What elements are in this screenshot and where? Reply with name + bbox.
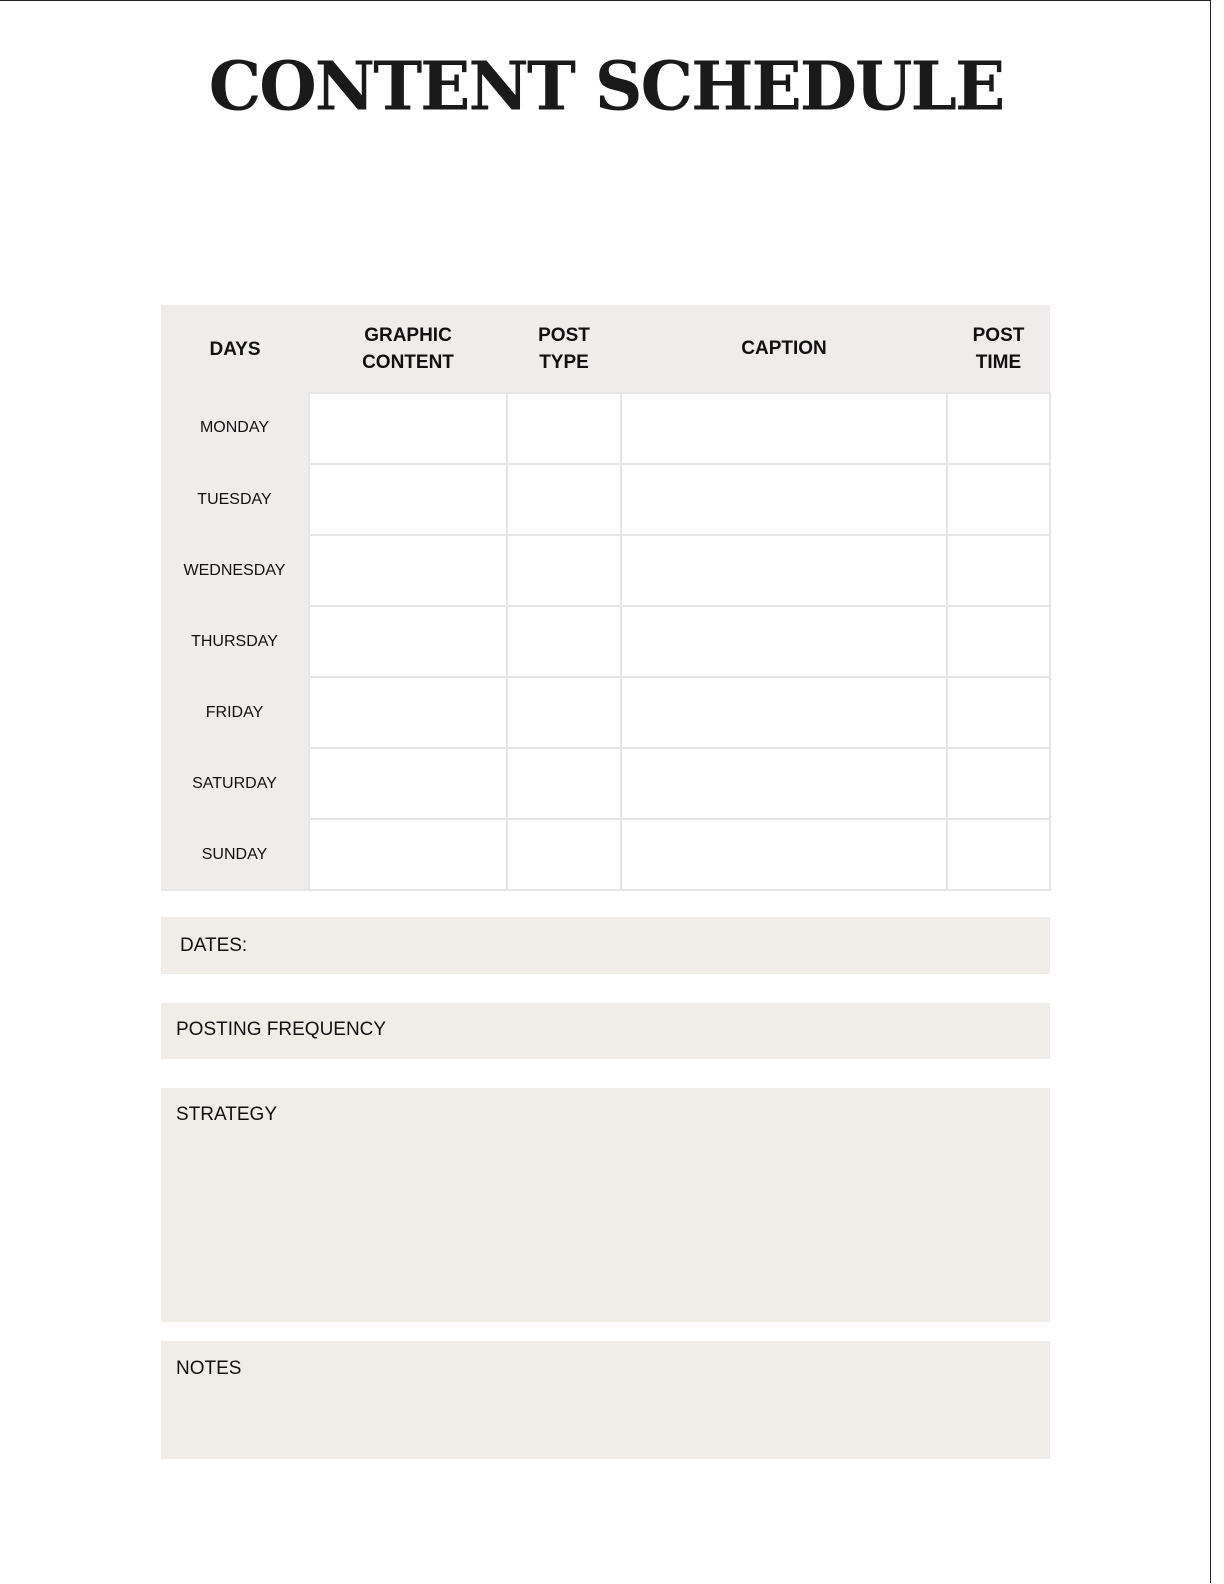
header-graphic-content: GRAPHIC CONTENT bbox=[309, 305, 507, 393]
caption-cell[interactable] bbox=[621, 819, 947, 890]
caption-cell[interactable] bbox=[621, 677, 947, 748]
post-type-cell[interactable] bbox=[507, 464, 621, 535]
notes-label: NOTES bbox=[176, 1358, 242, 1379]
post-time-cell[interactable] bbox=[947, 535, 1050, 606]
table-row bbox=[161, 535, 1050, 606]
post-time-cell[interactable] bbox=[947, 819, 1050, 890]
graphic-content-cell[interactable] bbox=[309, 464, 507, 535]
post-time-cell[interactable] bbox=[947, 606, 1050, 677]
post-type-cell[interactable] bbox=[507, 606, 621, 677]
table-row bbox=[161, 677, 1050, 748]
post-time-cell[interactable] bbox=[947, 464, 1050, 535]
table-row bbox=[161, 393, 1050, 464]
header-post-type: POST TYPE bbox=[507, 305, 621, 393]
day-label: SUNDAY bbox=[161, 819, 309, 890]
posting-frequency-label: POSTING FREQUENCY bbox=[176, 1019, 387, 1040]
day-label: WEDNESDAY bbox=[161, 535, 309, 606]
caption-cell[interactable] bbox=[621, 464, 947, 535]
caption-cell[interactable] bbox=[621, 748, 947, 819]
post-type-cell[interactable] bbox=[507, 819, 621, 890]
table-row bbox=[161, 606, 1050, 677]
caption-cell[interactable] bbox=[621, 606, 947, 677]
graphic-content-cell[interactable] bbox=[309, 819, 507, 890]
table-row bbox=[161, 819, 1050, 890]
graphic-content-cell[interactable] bbox=[309, 677, 507, 748]
table-row bbox=[161, 464, 1050, 535]
table-header-row bbox=[161, 305, 1050, 393]
posting-frequency-field[interactable] bbox=[161, 1003, 1050, 1059]
post-type-cell[interactable] bbox=[507, 748, 621, 819]
post-time-cell[interactable] bbox=[947, 677, 1050, 748]
post-time-cell[interactable] bbox=[947, 393, 1050, 464]
graphic-content-cell[interactable] bbox=[309, 748, 507, 819]
graphic-content-cell[interactable] bbox=[309, 393, 507, 464]
day-label: SATURDAY bbox=[161, 748, 309, 819]
table-row bbox=[161, 748, 1050, 819]
header-days: DAYS bbox=[161, 305, 309, 393]
day-label: THURSDAY bbox=[161, 606, 309, 677]
notes-field[interactable] bbox=[161, 1341, 1050, 1459]
dates-field[interactable] bbox=[161, 917, 1050, 974]
post-time-cell[interactable] bbox=[947, 748, 1050, 819]
graphic-content-cell[interactable] bbox=[309, 535, 507, 606]
day-label: TUESDAY bbox=[161, 464, 309, 535]
header-post-time: POST TIME bbox=[947, 305, 1050, 393]
post-type-cell[interactable] bbox=[507, 677, 621, 748]
page-title: CONTENT SCHEDULE bbox=[208, 46, 1004, 126]
graphic-content-cell[interactable] bbox=[309, 606, 507, 677]
caption-cell[interactable] bbox=[621, 393, 947, 464]
schedule-table bbox=[161, 305, 1050, 877]
strategy-field[interactable] bbox=[161, 1088, 1050, 1322]
day-label: MONDAY bbox=[161, 393, 309, 464]
post-type-cell[interactable] bbox=[507, 393, 621, 464]
post-type-cell[interactable] bbox=[507, 535, 621, 606]
header-caption: CAPTION bbox=[621, 305, 947, 393]
strategy-label: STRATEGY bbox=[176, 1104, 277, 1125]
dates-label: DATES: bbox=[180, 935, 248, 956]
caption-cell[interactable] bbox=[621, 535, 947, 606]
day-label: FRIDAY bbox=[161, 677, 309, 748]
